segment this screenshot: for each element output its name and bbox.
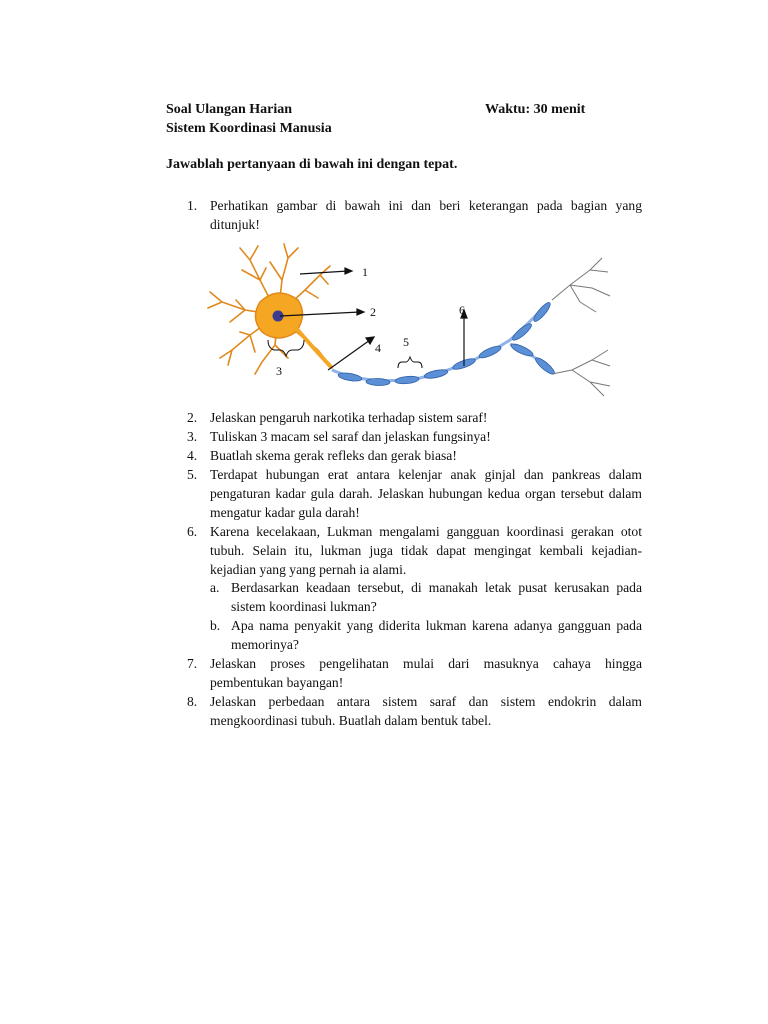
label-2: 2 bbox=[370, 305, 376, 319]
question-number: 5. bbox=[187, 467, 198, 482]
label-5: 5 bbox=[403, 335, 409, 349]
subquestion-letter: a. bbox=[210, 580, 220, 595]
label-1: 1 bbox=[362, 265, 368, 279]
instruction: Jawablah pertanyaan di bawah ini dengan tepat. bbox=[166, 157, 458, 172]
exam-subtitle: Sistem Koordinasi Manusia bbox=[166, 121, 332, 136]
subquestion-text: Berdasarkan keadaan tersebut, di manakah letak pusat kerusakan pada sistem koordinasi lukman? bbox=[231, 580, 642, 614]
label-arrows bbox=[280, 268, 467, 370]
question-text: Terdapat hubungan erat antara kelenjar anak ginjal dan pankreas dalam pengaturan kadar gula darah. Jelaskan hubungan kedua organ tersebut dalam mengatur kadar gula darah! bbox=[210, 467, 642, 520]
question-8 bbox=[166, 692, 642, 730]
question-number: 6. bbox=[187, 524, 198, 539]
neuron-illustration bbox=[200, 240, 620, 410]
exam-title: Soal Ulangan Harian bbox=[166, 102, 293, 117]
subquestion-b bbox=[210, 616, 642, 654]
label-3: 3 bbox=[276, 364, 282, 378]
question-4 bbox=[166, 446, 642, 465]
question-text: Perhatikan gambar di bawah ini dan beri keterangan pada bagian yang ditunjuk! bbox=[210, 198, 642, 232]
question-text: Jelaskan proses pengelihatan mulai dari masuknya cahaya hingga pembentukan bayangan! bbox=[210, 656, 642, 690]
question-text: Buatlah skema gerak refleks dan gerak biasa! bbox=[210, 448, 457, 463]
question-7 bbox=[166, 654, 642, 692]
question-number: 7. bbox=[187, 656, 198, 671]
question-text: Jelaskan perbedaan antara sistem saraf dan sistem endokrin dalam mengkoordinasi tubuh. Buatlah dalam bentuk tabel. bbox=[210, 694, 642, 728]
question-text: Tuliskan 3 macam sel saraf dan jelaskan fungsinya! bbox=[210, 429, 491, 444]
question-text: Karena kecelakaan, Lukman mengalami gangguan koordinasi gerakan otot tubuh. Selain itu, lukman juga tidak dapat mengingat kembali kejadian-kejadian yang yang pernah ia alami. bbox=[210, 524, 642, 577]
question-text: Jelaskan pengaruh narkotika terhadap sistem saraf! bbox=[210, 410, 488, 425]
subquestion-a bbox=[210, 578, 642, 616]
subquestion-letter: b. bbox=[210, 618, 221, 633]
question-3 bbox=[166, 427, 642, 446]
question-number: 8. bbox=[187, 694, 198, 709]
question-number: 3. bbox=[187, 429, 198, 444]
question-number: 2. bbox=[187, 410, 198, 425]
neuron-figure bbox=[200, 240, 620, 410]
subquestion-text: Apa nama penyakit yang diderita lukman karena adanya gangguan pada memorinya? bbox=[231, 618, 642, 652]
question-2 bbox=[166, 408, 642, 427]
axon-terminals bbox=[552, 258, 610, 396]
question-1 bbox=[166, 196, 642, 234]
exam-time: Waktu: 30 menit bbox=[485, 102, 586, 117]
question-number: 1. bbox=[187, 198, 198, 213]
label-brackets bbox=[268, 340, 422, 368]
label-4: 4 bbox=[375, 341, 381, 355]
question-6 bbox=[166, 522, 642, 579]
label-6: 6 bbox=[459, 303, 465, 317]
question-number: 4. bbox=[187, 448, 198, 463]
question-5 bbox=[166, 465, 642, 522]
